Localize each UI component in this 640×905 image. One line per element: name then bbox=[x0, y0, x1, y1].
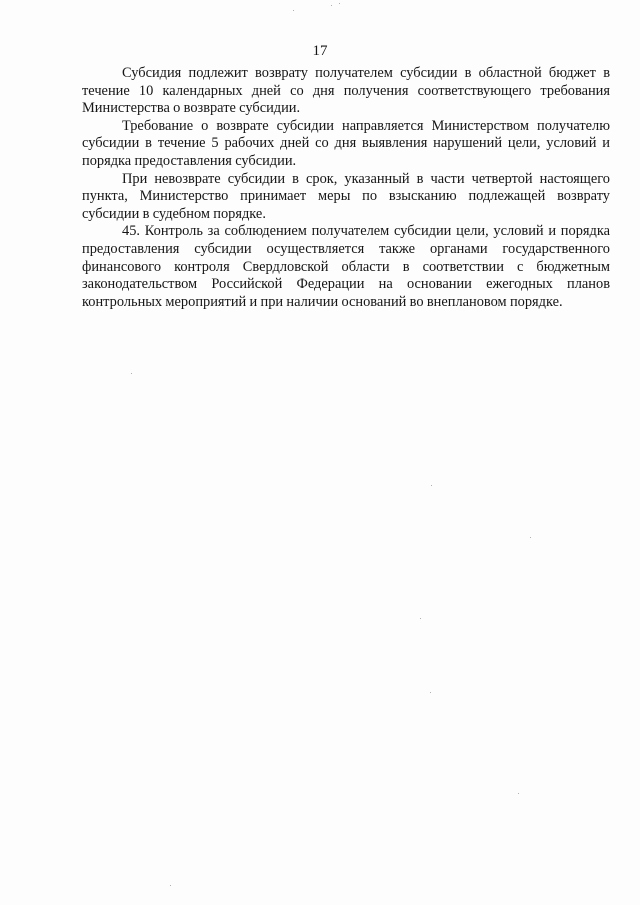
scan-speck bbox=[430, 692, 431, 693]
scan-speck bbox=[420, 618, 421, 619]
scan-speck bbox=[339, 3, 340, 4]
document-body bbox=[82, 65, 610, 311]
scan-speck bbox=[293, 10, 294, 11]
scan-speck bbox=[431, 485, 432, 486]
paragraph-return-demand: Требование о возврате субсидии направляется Министерством получателю субсидии в течение 5 рабочих дней со дня выявления нарушений цели, условий и порядка предоставления субсидии. bbox=[82, 117, 610, 169]
paragraph-non-return-measures: При невозврате субсидии в срок, указанный в части четвертой настоящего пункта, Министерство принимает меры по взысканию подлежащей возврату субсидии в судебном порядке. bbox=[82, 170, 610, 222]
scan-speck bbox=[331, 5, 332, 6]
page-number: 17 bbox=[312, 43, 328, 59]
paragraph-subsidy-return: Субсидия подлежит возврату получателем субсидии в областной бюджет в течение 10 календарных дней со дня получения соответствующего требования Министерства о возврате субсидии. bbox=[82, 65, 610, 117]
scan-speck bbox=[518, 793, 519, 794]
scan-speck bbox=[170, 885, 171, 886]
scan-speck bbox=[131, 373, 132, 374]
paragraph-control-45: 45. Контроль за соблюдением получателем субсидии цели, условий и порядка предоставления субсидии осуществляется также органами государственного финансового контроля Свердловской области в соответствии с бюджетным законодательством Российской Федерации на основании ежегодных планов контрольных мероприятий и при наличии оснований во внеплановом порядке. bbox=[82, 223, 610, 310]
scan-speck bbox=[530, 537, 531, 538]
